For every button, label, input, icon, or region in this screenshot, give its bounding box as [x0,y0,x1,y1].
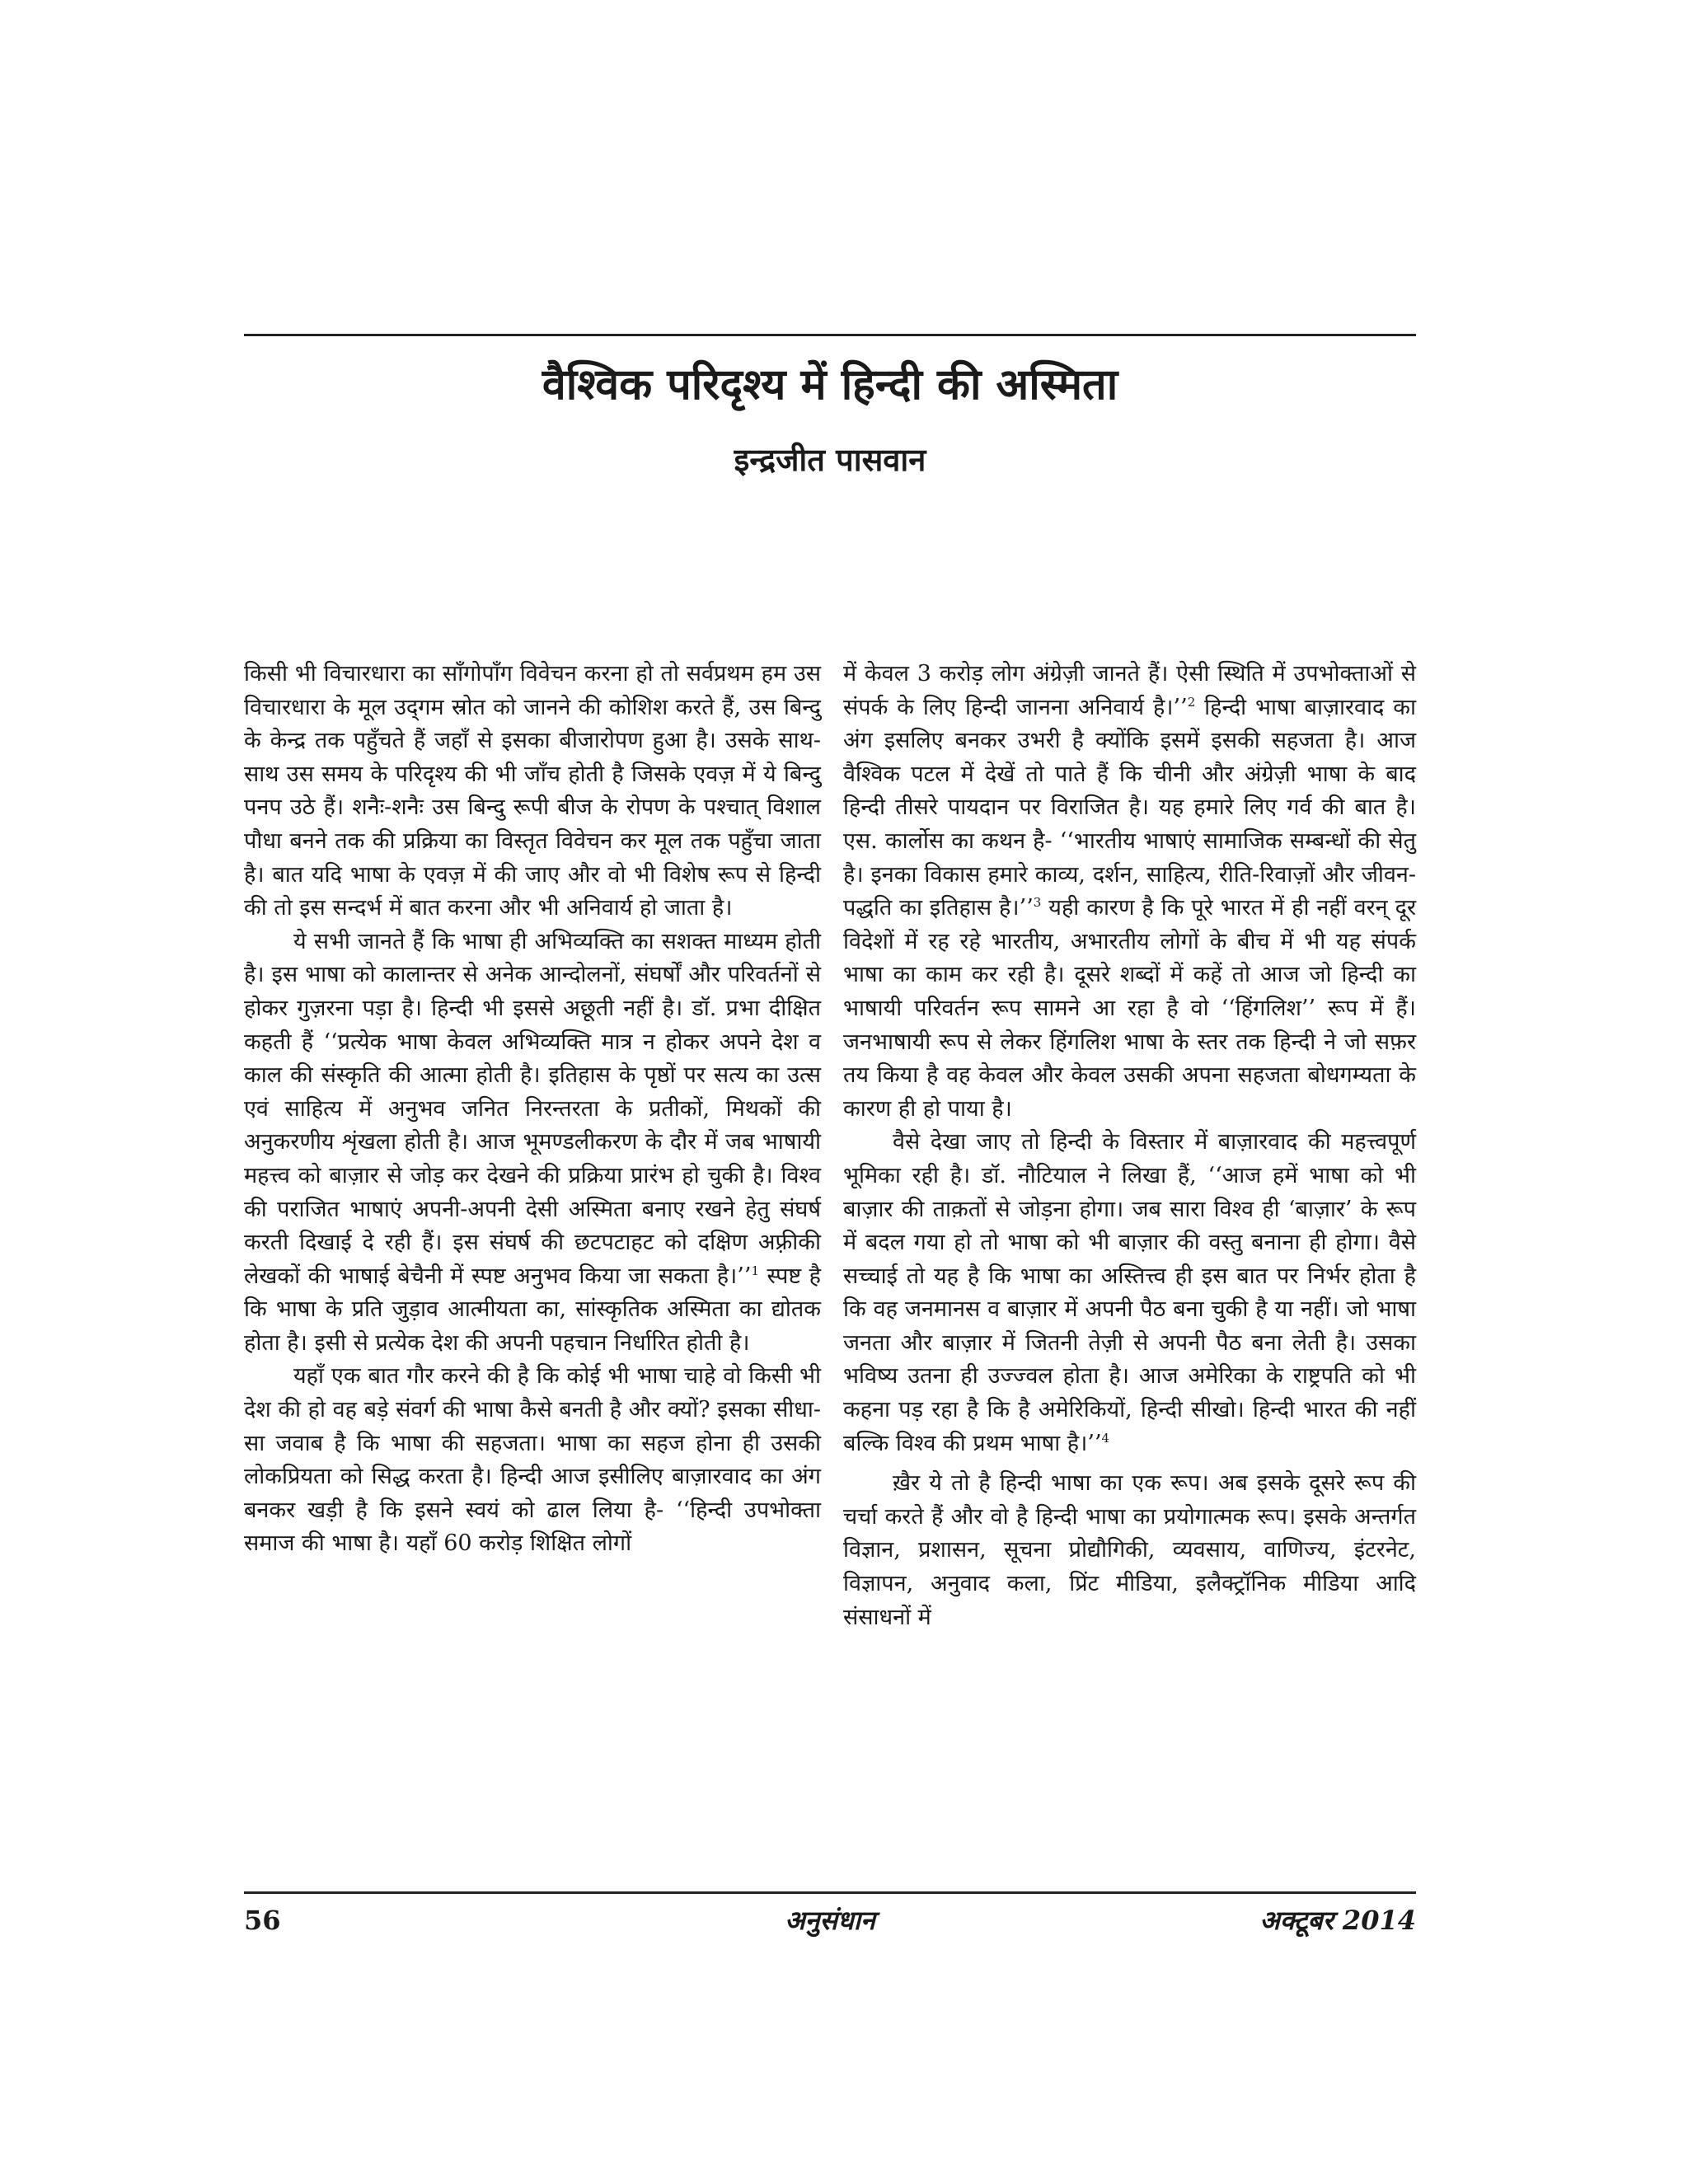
footnote-marker: 3 [1033,895,1042,911]
top-rule [244,334,1416,336]
article-title: वैश्विक परिदृश्य में हिन्दी की अस्मिता [542,359,1118,410]
paragraph [244,1360,821,1561]
paragraph [843,1467,1416,1634]
footnote-marker: 4 [1101,1430,1110,1446]
paragraph-text: ख़ैर ये तो है हिन्दी भाषा का एक रूप। अब इसके दूसरे रूप की चर्चा करते हैं और वो है हिन्दी भाषा का प्रयोगात्मक रूप। इसके अन्तर्गत विज्ञान, प्रशासन, सूचना प्रोद्यौगिकी, व्यवसाय, वाणिज्य, इंटरनेट, विज्ञापन, अनुवाद कला, प्रिंट मीडिया, इलैक्ट्रॉनिक मीडिया आदि संसाधनों में [843,1470,1416,1630]
page-number: 56 [244,1905,281,1936]
paragraph-text: में केवल 3 करोड़ लोग अंग्रेज़ी जानते हैं। ऐसी स्थिति में उपभोक्ताओं से संपर्क के लिए हिन्दी जानना अनिवार्य है।’’ [843,661,1416,720]
paragraph-text: वैसे देखा जाए तो हिन्दी के विस्तार में बाज़ारवाद की महत्त्वपूर्ण भूमिका रही है। डॉ. नौटियाल ने लिखा हैं, ‘‘आज हमें भाषा को भी बाज़ार की ताक़तों से जोड़ना होगा। जब सारा विश्व ही ‘बाज़ार’ के रूप में बदल गया हो तो भाषा को भी बाज़ार की वस्तु बनाना ही होगा। वैसे सच्चाई तो यह है कि भाषा का अस्तित्त्व ही इस बात पर निर्भर होता है कि वह जनमानस व बाज़ार में अपनी पैठ बना चुकी है या नहीं। जो भाषा जनता और बाज़ार में जितनी तेज़ी से अपनी पैठ बना लेती है। उसका भविष्य उतना ही उज्ज्वल होता है। आज अमेरिका के राष्ट्रपति को भी कहना पड़ रहा है कि है अमेरिकियों, हिन्दी सीखो। हिन्दी भारत की नहीं बल्कि विश्व की प्रथम भाषा है।’’ [843,1129,1416,1456]
paragraph [244,926,821,1361]
paragraph-text: ये सभी जानते हैं कि भाषा ही अभिव्यक्ति का सशक्त माध्यम होती है। इस भाषा को कालान्तर से अनेक आन्दोलनों, संघर्षों और परिवर्तनों से होकर गुज़रना पड़ा है। हिन्दी भी इससे अछूती नहीं है। डॉ. प्रभा दीक्षित कहती हैं ‘‘प्रत्येक भाषा केवल अभिव्यक्ति मात्र न होकर अपने देश व काल की संस्कृति की आत्मा होती है। इतिहास के पृष्ठों पर सत्य का उत्स एवं साहित्य में अनुभव जनित निरन्तरता के प्रतीकों, मिथकों की अनुकरणीय शृंखला होती है। आज भूमण्डलीकरण के दौर में जब भाषायी महत्त्व को बाज़ार से जोड़ कर देखने की प्रक्रिया प्रारंभ हो चुकी है। विश्व की पराजित भाषाएं अपनी-अपनी देसी अस्मिता बनाए रखने हेतु संघर्ष करती दिखाई दे रही हैं। इस संघर्ष की छटपटाहट को दक्षिण अफ़्रीकी लेखकों की भाषाई बेचैनी में स्पष्ट अनुभव किया जा सकता है।’’ [244,928,821,1289]
bottom-rule [244,1891,1416,1894]
journal-name: अनुसंधान [785,1905,875,1936]
footnote-marker: 1 [751,1263,759,1278]
issue-date: अक्टूबर 2014 [1259,1905,1416,1936]
paragraph-text: स्पष्ट है कि भाषा के प्रति जुड़ाव आत्मीयता का, सांस्कृतिक अस्मिता का द्योतक होता है। इसी से प्रत्येक देश की अपनी पहचान निर्धारित होती है। [244,1263,821,1356]
right-column [843,658,1416,1634]
left-column [244,658,821,1561]
paragraph [843,1126,1416,1460]
paragraph-text: यहाँ एक बात गौर करने की है कि कोई भी भाषा चाहे वो किसी भी देश की हो वह बड़े संवर्ग की भाषा कैसे बनती है और क्यों? इसका सीधा-सा जवाब है कि भाषा की सहजता। भाषा का सहज होना ही उसकी लोकप्रियता को सिद्ध करता है। हिन्दी आज इसीलिए बाज़ारवाद का अंग बनकर खड़ी है कि इसने स्वयं को ढाल लिया है- ‘‘हिन्दी उपभोक्ता समाज की भाषा है। यहाँ 60 करोड़ शिक्षित लोगों [244,1363,821,1557]
paragraph-text: यही कारण है कि पूरे भारत में ही नहीं वरन् दूर विदेशों में रह रहे भारतीय, अभारतीय लोगों के बीच में भी यह संपर्क भाषा का काम कर रही है। दूसरे शब्दों में कहें तो आज जो हिन्दी का भाषायी परिवर्तन रूप सामने आ रहा है वो ‘‘हिंगलिश’’ रूप में हैं। जनभाषायी रूप से लेकर हिंगलिश भाषा के स्तर तक हिन्दी ने जो सफ़र तय किया है वह केवल और केवल उसकी अपना सहजता बोधगम्यता के कारण ही हो पाया है। [843,895,1416,1122]
paragraph [843,658,1416,1126]
paragraph [244,658,821,926]
paragraph-text: हिन्दी भाषा बाज़ारवाद का अंग इसलिए बनकर उभरी है क्योंकि इसमें इसकी सहजता है। आज वैश्विक पटल में देखें तो पाते हैं कि चीनी और अंग्रेज़ी भाषा के बाद हिन्दी तीसरे पायदान पर विराजित है। यह हमारे लिए गर्व की बात है। एस. कार्लोस का कथन है- ‘‘भारतीय भाषाएं सामाजिक सम्बन्धों की सेतु है। इनका विकास हमारे काव्य, दर्शन, साहित्य, रीति-रिवाज़ों और जीवन-पद्धति का इतिहास है।’’ [843,694,1416,921]
article-author: इन्द्रजीत पासवान [734,441,926,478]
paragraph-text: किसी भी विचारधारा का साँगोपाँग विवेचन करना हो तो सर्वप्रथम हम उस विचारधारा के मूल उद्‌गम स्रोत को जानने की कोशिश करते हैं, उस बिन्दु के केन्द्र तक पहुँचते हैं जहाँ से इसका बीजारोपण हुआ है। उसके साथ-साथ उस समय के परिदृश्य की भी जाँच होती है जिसके एवज़ में ये बिन्दु पनप उठे हैं। शनैः-शनैः उस बिन्दु रूपी बीज के रोपण के पश्चात्‌ विशाल पौधा बनने तक की प्रक्रिया का विस्तृत विवेचन कर मूल तक पहुँचा जाता है। बात यदि भाषा के एवज़ में की जाए और वो भी विशेष रूप से हिन्दी की तो इस सन्दर्भ में बात करना और भी अनिवार्य हो जाता है। [244,661,821,921]
footnote-marker: 2 [1187,694,1196,710]
